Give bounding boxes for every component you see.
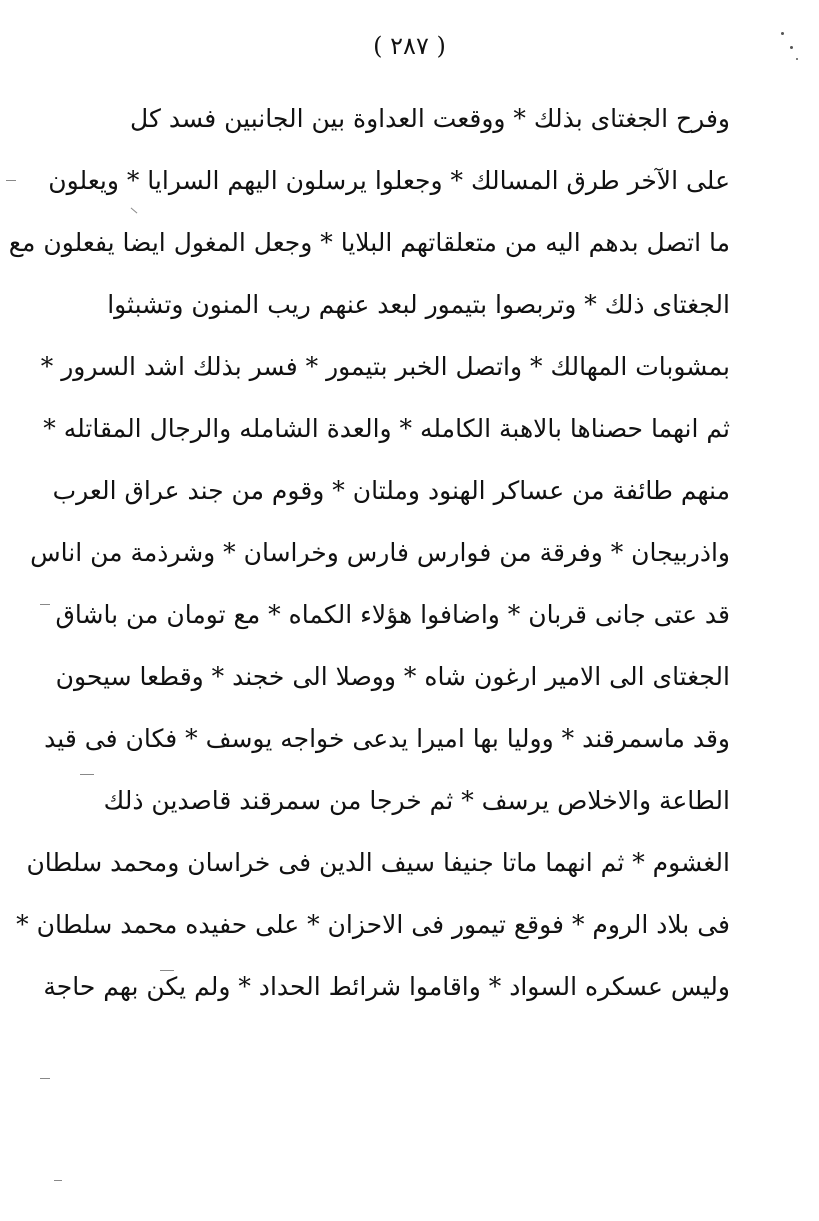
text-line: بمشوبات المهالك * واتصل الخبر بتيمور * فسر بذلك اشد السرور * <box>40 352 730 381</box>
scan-speck <box>796 58 798 60</box>
text-line: الجغتاى ذلك * وتربصوا بتيمور لبعد عنهم ريب المنون وتشبثوا <box>107 290 730 319</box>
scan-mark <box>40 1078 50 1079</box>
text-line: قد عتى جانى قربان * واضافوا هؤلاء الكماه * مع تومان من باشاق <box>55 600 730 629</box>
scan-speck <box>790 46 793 49</box>
body-text <box>8 88 730 1018</box>
text-line: الغشوم * ثم انهما ماتا جنيفا سيف الدين فى خراسان ومحمد سلطان <box>26 848 730 877</box>
text-line: وفرح الجغتاى بذلك * ووقعت العداوة بين الجانبين فسد كل <box>130 104 730 133</box>
text-line: وليس عسكره السواد * واقاموا شرائط الحداد * ولم يكن بهم حاجة <box>43 972 730 1001</box>
text-line: وقد ماسمرقند * ووليا بها اميرا يدعى خواجه يوسف * فكان فى قيد <box>44 724 730 753</box>
text-line: فى بلاد الروم * فوقع تيمور فى الاحزان * على حفيده محمد سلطان * <box>16 910 730 939</box>
text-line: الجغتاى الى الامير ارغون شاه * ووصلا الى خجند * وقطعا سيحون <box>55 662 730 691</box>
scan-mark <box>6 180 16 181</box>
page-number: ( ٢٨٧ ) <box>373 32 446 60</box>
text-line: منهم طائفة من عساكر الهنود وملتان * وقوم من جند عراق العرب <box>52 476 730 505</box>
text-line: الطاعة والاخلاص يرسف * ثم خرجا من سمرقند قاصدين ذلك <box>103 786 730 815</box>
scan-mark <box>160 970 174 971</box>
text-line: ثم انهما حصناها بالاهبة الكامله * والعدة الشامله والرجال المقاتله * <box>43 414 730 443</box>
scan-mark <box>80 774 94 775</box>
scan-mark <box>54 1180 62 1181</box>
text-line: على الآخر طرق المسالك * وجعلوا يرسلون اليهم السرايا * ويعلون <box>48 166 730 195</box>
scan-mark <box>40 604 50 605</box>
text-line: ما اتصل بدهم اليه من متعلقاتهم البلايا * وجعل المغول ايضا يفعلون مع <box>8 228 730 257</box>
scan-speck <box>781 32 784 35</box>
text-line: واذربيجان * وفرقة من فوارس فارس وخراسان * وشرذمة من اناس <box>30 538 730 567</box>
